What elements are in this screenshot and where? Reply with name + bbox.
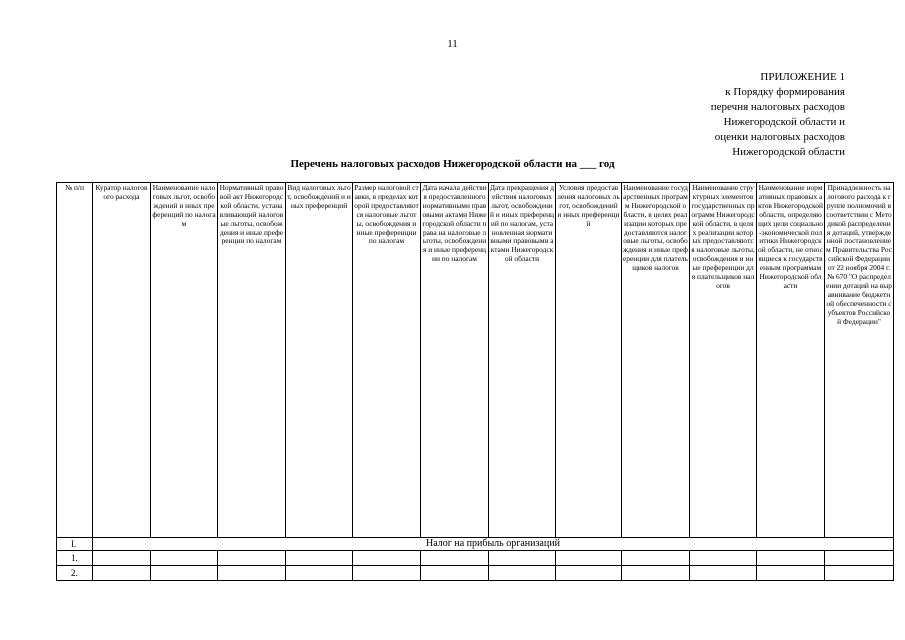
- row-number: 1.: [57, 551, 93, 566]
- table-cell: [757, 551, 825, 566]
- table-cell: [353, 551, 421, 566]
- document-title: Перечень налоговых расходов Нижегородской области на ___ год: [290, 158, 615, 170]
- column-header: Куратор налогового расхода: [93, 183, 151, 538]
- column-header: Размер налоговой ставки, в пределах которой предоставляются налоговые льготы, освобождения и иные преференции по налогам: [353, 183, 421, 538]
- column-header: Наименование структурных элементов государственных программ Нижегородской области, в целях реализации которых предоставляются налоговые льготы, освобождения и иные преференции для плательщиков налогов: [690, 183, 757, 538]
- appendix-block: [711, 70, 845, 160]
- appendix-line: к Порядку формирования: [725, 86, 845, 98]
- table-cell: [690, 551, 757, 566]
- appendix-line: ПРИЛОЖЕНИЕ 1: [760, 71, 845, 83]
- table-row: [57, 551, 894, 566]
- table-header-row: [57, 183, 894, 538]
- table-cell: [286, 551, 353, 566]
- table-cell: [151, 551, 218, 566]
- column-header: Дата начала действия предоставленного нормативными правовыми актами Нижегородской области права на налоговые льготы, освобождения и иные преференции по налогам: [421, 183, 489, 538]
- column-header: Наименование налоговых льгот, освобождений и иных преференций по налогам: [151, 183, 218, 538]
- table-cell: [93, 566, 151, 581]
- column-header: Дата прекращения действия налоговых льгот, освобождений и иных преференций по налогам, установленная нормативными правовыми актами Нижегородской области: [489, 183, 556, 538]
- table-cell: [757, 566, 825, 581]
- table-cell: [556, 566, 622, 581]
- appendix-line: Нижегородской области и: [723, 116, 845, 128]
- column-header: Принадлежность налогового расхода к группе полномочий в соответствии с Методикой распределения дотаций, утвержденной постановлением Правительства Российской Федерации от 22 ноября 2004 г. № 670 "О распределении дотаций на выравнивание бюджетной обеспеченности субъектов Российской Федерации": [825, 183, 894, 538]
- table-cell: [825, 566, 894, 581]
- appendix-line: оценки налоговых расходов: [714, 131, 845, 143]
- row-number: 2.: [57, 566, 93, 581]
- section-title: Налог на прибыль организаций: [93, 538, 894, 551]
- table-cell: [825, 551, 894, 566]
- table-cell: [489, 551, 556, 566]
- table-cell: [556, 551, 622, 566]
- appendix-line: перечня налоговых расходов: [710, 101, 845, 113]
- table-cell: [218, 566, 286, 581]
- table-cell: [151, 566, 218, 581]
- table-cell: [93, 551, 151, 566]
- column-header: Условия предоставления налоговых льгот, освобождений и иных преференций: [556, 183, 622, 538]
- table-cell: [421, 551, 489, 566]
- section-number: I.: [57, 538, 93, 551]
- column-header: Наименование государственных программ Нижегородской области, в целях реализации которых предоставляются налоговые льготы, освобождения и иные преференции для плательщиков налогов: [622, 183, 690, 538]
- tax-expenditures-table: [56, 182, 894, 581]
- table-cell: [622, 551, 690, 566]
- table-cell: [353, 566, 421, 581]
- column-header: Наименование нормативных правовых актов Нижегородской области, определяющих цели социально-экономической политики Нижегородской области, не относящиеся к государственным программам Нижегородской области: [757, 183, 825, 538]
- table-cell: [690, 566, 757, 581]
- table-cell: [218, 551, 286, 566]
- appendix-line: Нижегородской области: [732, 146, 845, 158]
- column-header: № п/п: [57, 183, 93, 538]
- table-cell: [286, 566, 353, 581]
- table-row: [57, 566, 894, 581]
- column-header: Вид налоговых льгот, освобождений и иных преференций: [286, 183, 353, 538]
- section-row: [57, 538, 894, 551]
- column-header: Нормативный правовой акт Нижегородской области, устанавливающий налоговые льготы, освобождения и иные преференции по налогам: [218, 183, 286, 538]
- table-cell: [622, 566, 690, 581]
- page-number: 11: [447, 38, 458, 50]
- table-cell: [421, 566, 489, 581]
- table-cell: [489, 566, 556, 581]
